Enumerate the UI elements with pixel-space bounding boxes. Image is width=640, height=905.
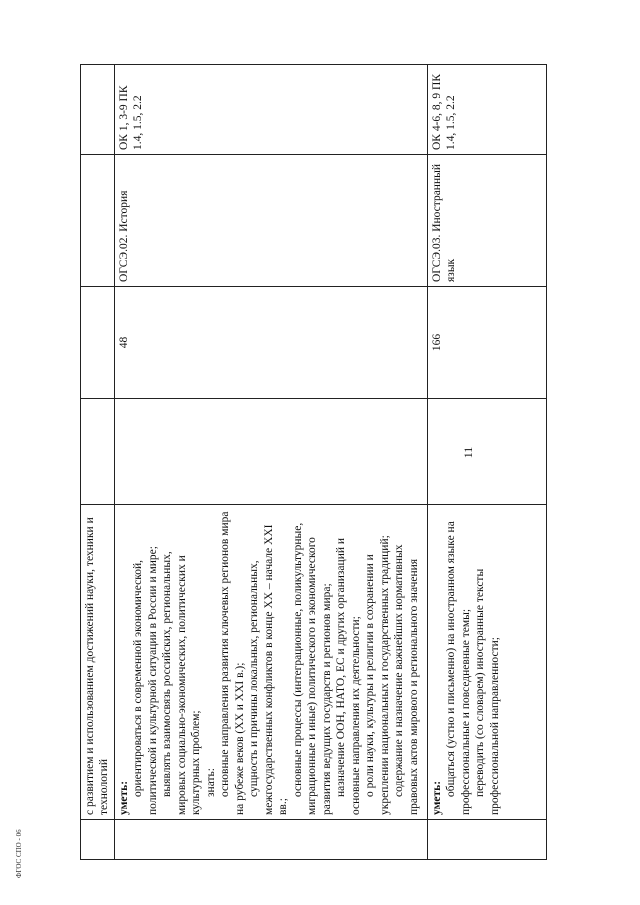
footer-code: ФГОС СПО - 06 bbox=[15, 829, 23, 878]
list-item: назначение ООН, НАТО, ЕС и других организаций и основные направления их деятельности; bbox=[335, 537, 362, 815]
list-item: основные процессы (интеграционные, поликультурные, миграционные и иные) политического и экономического развития ведущих государств и регионов мира; bbox=[291, 522, 333, 815]
max-load-cell bbox=[427, 399, 546, 505]
list-item: содержание и назначение важнейших нормативных правовых актов мирового и регионального значения bbox=[393, 544, 420, 815]
discipline-cell: ОГСЭ.02. История bbox=[114, 155, 427, 287]
list-item: о роли науки, культуры и религии в сохранении и укреплении национальных и государственных традиций; bbox=[364, 535, 391, 815]
umet-heading: уметь: bbox=[430, 780, 443, 815]
umet-heading: уметь: bbox=[117, 780, 130, 815]
requirements-cell bbox=[427, 505, 546, 820]
index-cell bbox=[114, 820, 427, 860]
table-row bbox=[81, 65, 115, 860]
competences-cell: ОК 1, 3-9 ПК 1.4, 1.5, 2.2 bbox=[114, 65, 427, 155]
content-table bbox=[80, 64, 547, 860]
carryover-text: с развитием и использованием достижений науки, техники и технологий bbox=[84, 517, 111, 815]
max-load-cell bbox=[114, 399, 427, 505]
table-row bbox=[114, 65, 427, 860]
page-number: 11 bbox=[461, 446, 475, 459]
requirements-cell bbox=[81, 505, 115, 820]
table-row bbox=[427, 65, 546, 860]
discipline-cell: ОГСЭ.03. Иностранный язык bbox=[427, 155, 546, 287]
list-item: сущность и причины локальных, региональных, межгосударственных конфликтов в конце XX – начале XXI вв.; bbox=[248, 524, 290, 815]
index-cell bbox=[427, 820, 546, 860]
znat-heading: знать: bbox=[204, 768, 217, 797]
hours-cell: 48 bbox=[114, 287, 427, 399]
index-cell bbox=[81, 820, 115, 860]
hours-cell: 166 bbox=[427, 287, 546, 399]
list-item: ориентироваться в современной экономической, политической и культурной ситуации в России и мире; bbox=[132, 546, 159, 815]
list-item: основные направления развития ключевых регионов мира на рубеже веков (XX и XXI в.); bbox=[219, 511, 246, 815]
list-item: общаться (устно и письменно) на иностранном языке на профессиональные и повседневные темы; bbox=[445, 521, 472, 815]
requirements-cell bbox=[114, 505, 427, 820]
competences-cell: ОК 4-6, 8, 9 ПК 1.4, 1.5, 2.2 bbox=[427, 65, 546, 155]
list-item: переводить (со словарем) иностранные тексты профессиональной направленности; bbox=[474, 568, 501, 815]
list-item: выявлять взаимосвязь российских, региональных, мировых социально-экономических, политических и культурных проблем; bbox=[161, 551, 203, 815]
